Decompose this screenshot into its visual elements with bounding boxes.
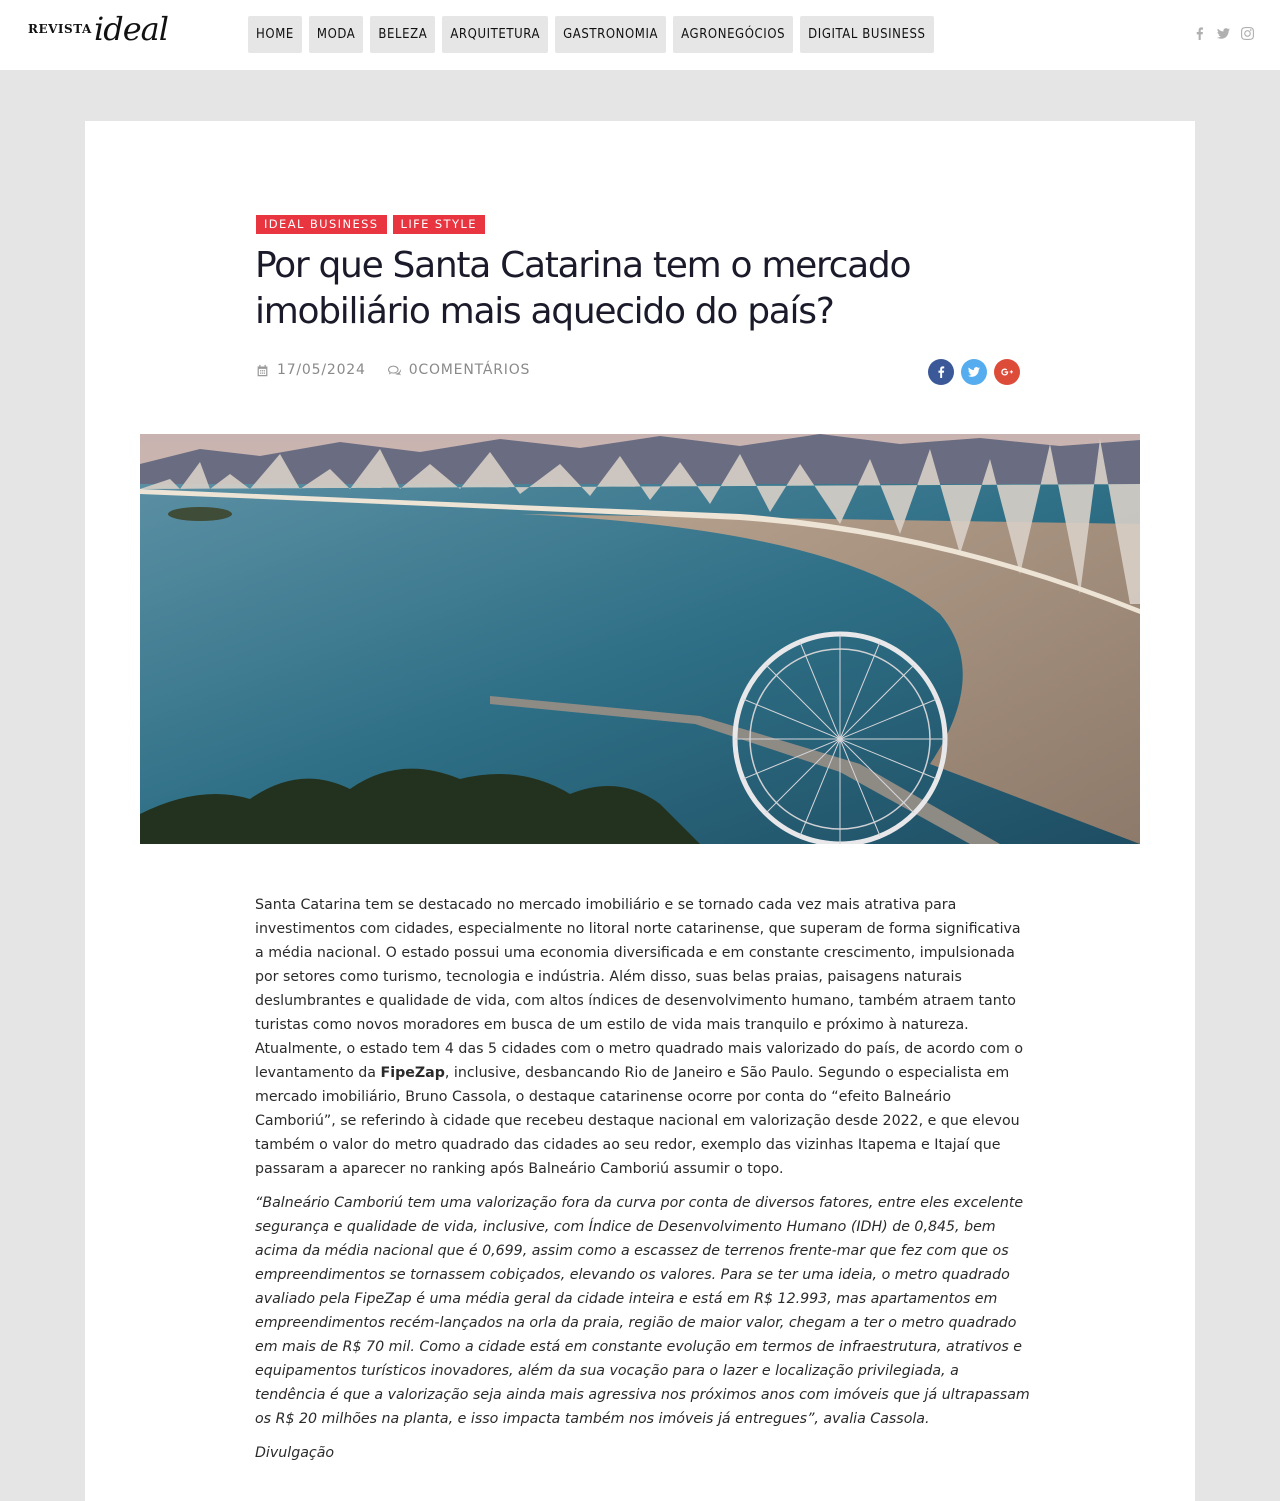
article-card (85, 121, 1195, 1501)
share-facebook-button[interactable] (928, 359, 954, 385)
article-meta (256, 362, 530, 378)
instagram-icon[interactable] (1240, 26, 1254, 40)
aerial-city-beach-image (140, 434, 1140, 844)
nav-moda[interactable]: MODA (309, 16, 363, 53)
nav-agronegocios[interactable]: AGRONEGÓCIOS (673, 16, 793, 53)
share-buttons (928, 359, 1020, 385)
article-title: Por que Santa Catarina tem o mercado imobiliário mais aquecido do país? (255, 245, 911, 332)
logo-ideal: ideal (94, 10, 168, 48)
calendar-icon (256, 364, 269, 377)
google-plus-icon (1001, 366, 1013, 378)
article-date: 17/05/2024 (277, 362, 366, 378)
category-life-style[interactable]: LIFE STYLE (393, 215, 485, 234)
nav-beleza[interactable]: BELEZA (370, 16, 435, 53)
article-body (255, 893, 1030, 1475)
article-paragraph: Santa Catarina tem se destacado no mercado imobiliário e se tornado cada vez mais atrativa para investimentos com cidades, especialmente no litoral norte catarinense, que superam de forma significativa a média nacional. O estado possui uma economia diversificada e em constante crescimento, impulsionada por setores como turismo, tecnologia e indústria. Além disso, suas belas praias, paisagens naturais deslumbrantes e qualidade de vida, com altos índices de desenvolvimento humano, também atraem tanto turistas como novos moradores em busca de um estilo de vida mais tranquilo e próximo à natureza. Atualmente, o estado tem 4 das 5 cidades com o metro quadrado mais valorizado do país, de acordo com o levantamento da FipeZap, inclusive, desbancando Rio de Janeiro e São Paulo. Segundo o especialista em mercado imobiliário, Bruno Cassola, o destaque catarinense ocorre por conta do “efeito Balneário Camboriú”, se referindo à cidade que recebeu destaque nacional em valorização desde 2022, e que elevou também o valor do metro quadrado das cidades ao seu redor, exemplo das vizinhas Itapema e Itajaí que passaram a aparecer no ranking após Balneário Camboriú assumir o topo. (255, 897, 1023, 1177)
category-tags (256, 215, 485, 234)
image-credit: Divulgação (255, 1445, 335, 1461)
share-google-plus-button[interactable] (994, 359, 1020, 385)
comments-icon (388, 364, 401, 377)
top-bar (0, 0, 1280, 70)
comments-link[interactable]: 0COMENTÁRIOS (408, 362, 531, 378)
nav-gastronomia[interactable]: GASTRONOMIA (555, 16, 666, 53)
fipezap-mention: FipeZap (380, 1065, 445, 1081)
header-social-links (1192, 26, 1254, 40)
nav-arquitetura[interactable]: ARQUITETURA (442, 16, 548, 53)
nav-home[interactable]: HOME (248, 16, 302, 53)
facebook-icon (935, 366, 947, 378)
share-twitter-button[interactable] (961, 359, 987, 385)
twitter-icon[interactable] (1216, 26, 1230, 40)
nav-digital-business[interactable]: DIGITAL BUSINESS (800, 16, 933, 53)
category-ideal-business[interactable]: IDEAL BUSINESS (256, 215, 387, 234)
article-quote: “Balneário Camboriú tem uma valorização fora da curva por conta de diversos fatores, entre eles excelente segurança e qualidade de vida, inclusive, com Índice de Desenvolvimento Humano (IDH) de 0,845, bem acima da média nacional que é 0,699, assim como a escassez de terrenos frente-mar que fez com que os empreendimentos se tornassem cobiçados, elevando os valores. Para se ter uma ideia, o metro quadrado avaliado pela FipeZap é uma média geral da cidade inteira e está em R$ 12.993, mas apartamentos em empreendimentos recém-lançados na orla da praia, região de maior valor, chegam a ter o metro quadrado em mais de R$ 70 mil. Como a cidade está em constante evolução em termos de infraestrutura, atrativos e equipamentos turísticos inovadores, além da sua vocação para o lazer e localização privilegiada, a tendência é que a valorização seja ainda mais agressiva nos próximos anos com imóveis que já ultrapassam os R$ 20 milhões na planta, e isso impacta também nos imóveis já entregues”, avalia Cassola. (255, 1195, 1030, 1427)
main-nav (248, 16, 934, 53)
twitter-icon (968, 366, 980, 378)
hero-image (140, 434, 1140, 844)
facebook-icon[interactable] (1192, 26, 1206, 40)
logo-revista: REVISTA (28, 22, 92, 36)
